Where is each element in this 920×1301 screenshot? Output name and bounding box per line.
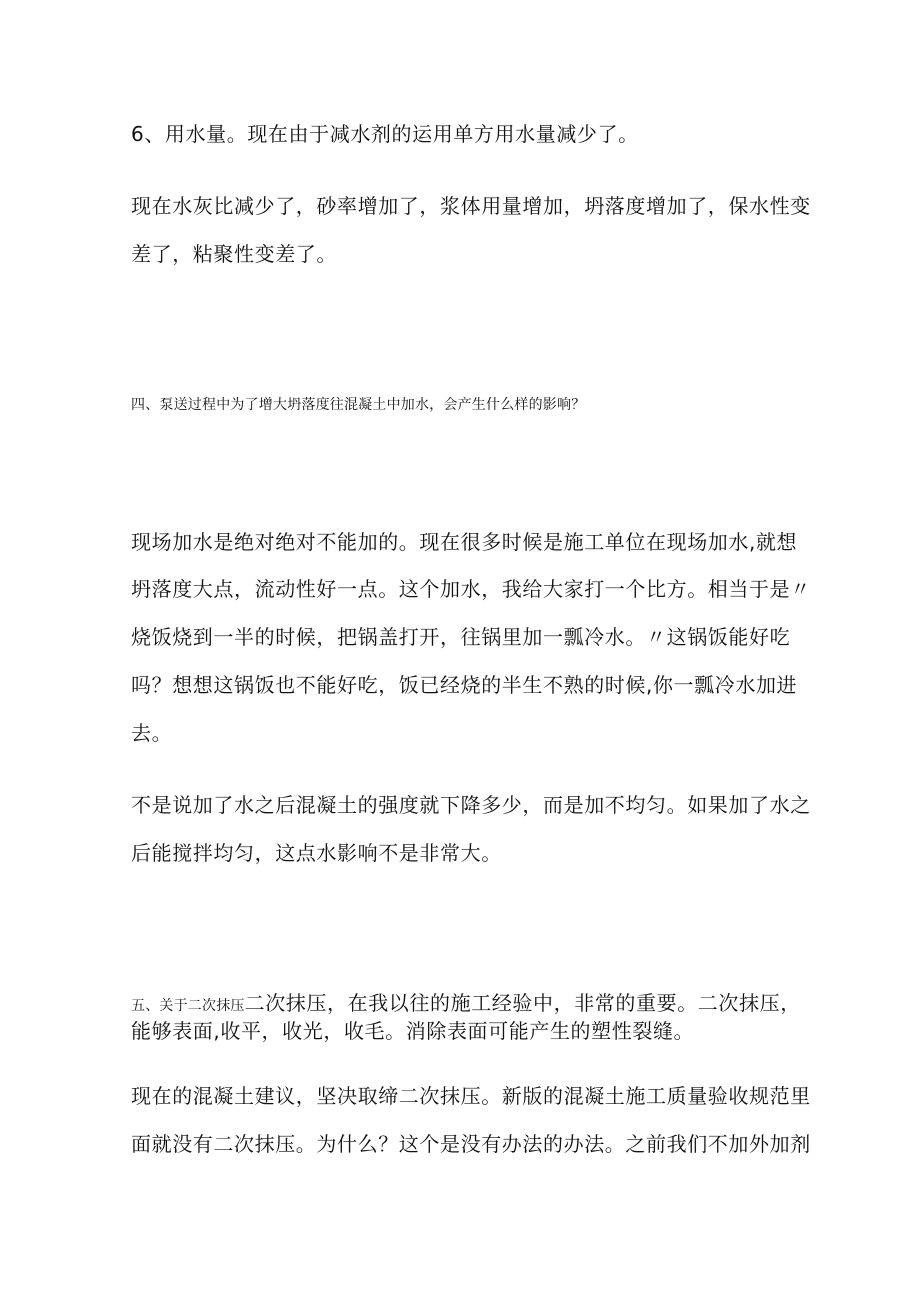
- paragraph-strength-line-1: 不是说加了水之后混凝土的强度就下降多少，而是加不均匀。如果加了水之: [131, 793, 811, 817]
- paragraph-water-line-1: 现场加水是绝对绝对不能加的。现在很多时候是施工单位在现场加水,就想: [131, 530, 798, 554]
- paragraph-strength-line-2: 后能搅拌均匀，这点水影响不是非常大。: [131, 841, 502, 865]
- section-heading-4: 四、泵送过程中为了增大坍落度往混凝土中加水，会产生什么样的影响？: [131, 397, 586, 413]
- paragraph-recommend-line-1: 现在的混凝土建议，坚决取缔二次抹压。新版的混凝土施工质量验收规范里: [131, 1084, 811, 1108]
- section-heading-5: [131, 990, 801, 1019]
- paragraph-water-line-4: 吗？想想这锅饭也不能好吃，饭已经烧的半生不熟的时候,你一瓢冷水加进: [131, 673, 798, 697]
- paragraph-recommend-line-2: 面就没有二次抹压。为什么？这个是没有办法的办法。之前我们不加外加剂: [131, 1132, 811, 1156]
- section-heading-5-line-2: 能够表面,收平，收光，收毛。消除表面可能产生的塑性裂缝。: [131, 1019, 695, 1043]
- paragraph-water-line-2: 坍落度大点，流动性好一点。这个加水，我给大家打一个比方。相当于是〃: [131, 577, 811, 601]
- paragraph-water-line-5: 去。: [131, 721, 173, 745]
- paragraph-water-usage: 6、用水量。现在由于减水剂的运用单方用水量减少了。: [131, 122, 639, 146]
- paragraph-ratio-line-1: 现在水灰比减少了，砂率增加了，浆体用量增加，坍落度增加了，保水性变: [131, 194, 811, 218]
- section-heading-5-rest: 二次抹压，在我以往的施工经验中，非常的重要。二次抹压，: [244, 991, 801, 1015]
- paragraph-ratio-line-2: 差了，粘聚性变差了。: [131, 242, 337, 266]
- paragraph-water-line-3: 烧饭烧到一半的时候，把锅盖打开，往锅里加一瓢冷水。〃这锅饭能好吃: [131, 625, 791, 649]
- section-heading-5-lead: 五、关于二次抹压: [131, 998, 245, 1014]
